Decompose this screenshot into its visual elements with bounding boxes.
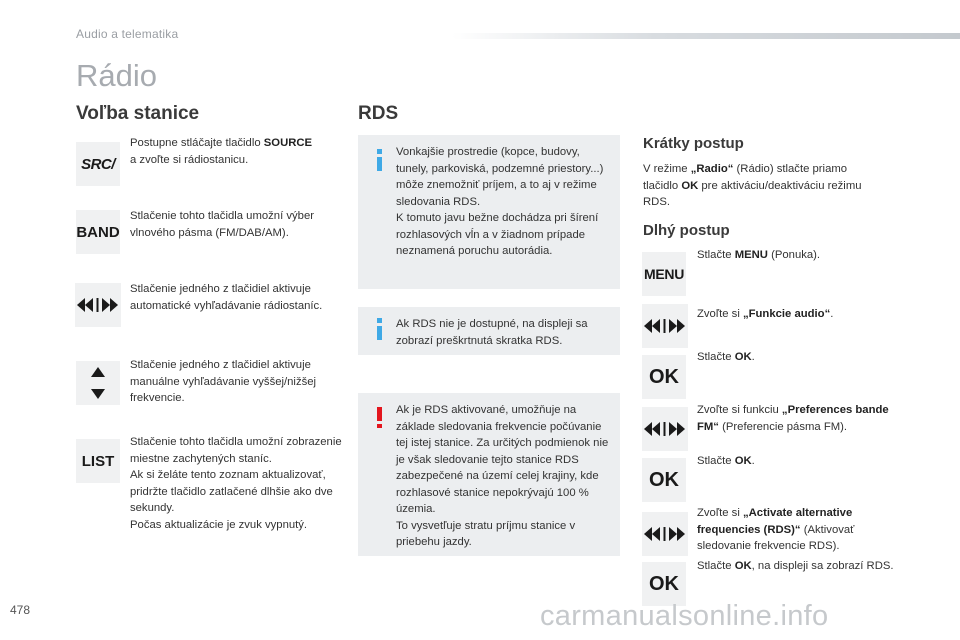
warning-icon [369, 407, 389, 427]
step-1-text: Stlačte MENU (Ponuka). [697, 249, 821, 261]
source-button-icon: SRC/ [76, 142, 120, 186]
watermark: carmanualsonline.info [540, 600, 829, 632]
seek-arrows-icon [75, 283, 121, 327]
seek-arrows-icon [642, 407, 688, 451]
ok-button-icon: OK [642, 355, 686, 399]
header-rule [452, 33, 960, 39]
section-header: Audio a telematika [76, 27, 179, 41]
short-procedure-title: Krátky postup [643, 135, 744, 152]
station-selection-title: Voľba stanice [76, 103, 200, 124]
step-2-text: Zvoľte si „Funkcie audio“. [697, 308, 834, 320]
short-procedure-text: V režime „Radio“ (Rádio) stlačte priamo tlačidlo OK pre aktiváciu/deaktiváciu režimu RDS. [643, 163, 862, 208]
step-4-text: Zvoľte si funkciu „Preferences bande FM“ (Preferencie pásma FM). [697, 404, 889, 433]
page-number: 478 [10, 603, 31, 617]
band-button-icon: BAND [76, 210, 120, 254]
rds-title: RDS [358, 103, 399, 124]
list-button-icon: LIST [76, 439, 120, 483]
list-instruction: Stlačenie tohto tlačidla umožní zobrazenie miestne zachytených staníc. Ak si želáte tento zoznam aktualizovať, pridržte tlačidlo zatlačené dlhšie ako dve sekundy. Počas aktualizácie je zvuk vypnutý. [130, 436, 342, 531]
seek-arrows-icon [642, 512, 688, 556]
step-6-text: Zvoľte si „Activate alternative frequencies (RDS)“ (Aktivovať sledovanie frekvencie RDS). [697, 507, 855, 552]
info-icon [369, 149, 389, 169]
rds-info-box-2: Ak RDS nie je dostupné, na displeji sa zobrazí preškrtnutá skratka RDS. [358, 307, 620, 355]
seek-arrows-icon [642, 304, 688, 348]
rds-info-box-1: Vonkajšie prostredie (kopce, budovy, tunely, parkoviská, podzemné priestory...) môže znemožniť príjem, a to aj v režime sledovania RDS. K tomuto javu bežne dochádza pri šírení rozhlasových vĺn a v žiadnom prípade neznamená poruchu autorádia. [358, 135, 620, 289]
band-instruction: Stlačenie tohto tlačidla umožní výber vlnového pásma (FM/DAB/AM). [130, 210, 314, 239]
long-procedure-title: Dlhý postup [643, 222, 730, 239]
source-instruction: Postupne stláčajte tlačidlo SOURCE a zvoľte si rádiostanicu. [130, 137, 313, 166]
ok-button-icon: OK [642, 458, 686, 502]
menu-button-icon: MENU [642, 252, 686, 296]
ok-button-icon: OK [642, 562, 686, 606]
up-down-arrows-icon [76, 361, 120, 405]
step-5-text: Stlačte OK. [697, 455, 755, 467]
page-title: Rádio [76, 58, 157, 93]
step-3-text: Stlačte OK. [697, 351, 755, 363]
manual-seek-instruction: Stlačenie jedného z tlačidiel aktivuje manuálne vyhľadávanie vyššej/nižšej frekvencie. [130, 359, 317, 404]
info-icon [369, 318, 389, 338]
rds-warning-box: Ak je RDS aktivované, umožňuje na základe sledovania frekvencie počúvanie tej istej stanice. Za určitých podmienok nie je však sledovanie tejto stanice RDS zabezpečené na území celej krajiny, kde rozhlasové stanice nepokrývajú 100 % územia. To vysvetľuje stratu príjmu stanice v priebehu jazdy. [358, 393, 620, 556]
auto-seek-instruction: Stlačenie jedného z tlačidiel aktivuje automatické vyhľadávanie rádiostaníc. [130, 283, 323, 312]
step-7-text: Stlačte OK, na displeji sa zobrazí RDS. [697, 560, 894, 572]
